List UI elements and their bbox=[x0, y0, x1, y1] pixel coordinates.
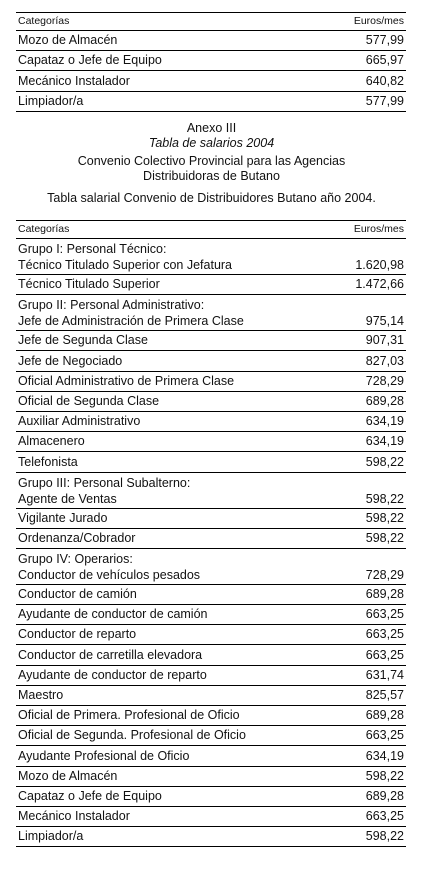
row-amount: 1.472,66 bbox=[355, 277, 404, 292]
group-title: Grupo I: Personal Técnico: bbox=[18, 242, 167, 256]
table-row bbox=[16, 31, 406, 51]
table-row bbox=[16, 452, 406, 472]
row-category: Ayudante de conductor de camión bbox=[18, 607, 208, 622]
header-amount: Euros/mes bbox=[353, 223, 404, 235]
table-row bbox=[16, 412, 406, 432]
header-category: Categorías bbox=[18, 15, 70, 27]
row-category: Mecánico Instalador bbox=[18, 73, 130, 88]
row-category: Mozo de Almacén bbox=[18, 768, 118, 783]
table-row bbox=[16, 331, 406, 351]
row-amount: 663,25 bbox=[365, 627, 404, 642]
row-category: Capataz o Jefe de Equipo bbox=[18, 53, 162, 68]
row-amount: 728,29 bbox=[365, 567, 404, 582]
table-row bbox=[16, 686, 406, 706]
row-category: Oficial de Segunda. Profesional de Oficio bbox=[18, 728, 246, 743]
header-category: Categorías bbox=[18, 223, 70, 235]
row-category: Técnico Titulado Superior bbox=[18, 277, 160, 292]
table-row bbox=[16, 529, 406, 549]
row-amount: 598,22 bbox=[365, 530, 404, 545]
table-header bbox=[16, 220, 406, 239]
row-amount: 1.620,98 bbox=[355, 258, 404, 272]
row-amount: 598,22 bbox=[365, 768, 404, 783]
row-category: Oficial de Segunda Clase bbox=[18, 393, 160, 408]
table-row bbox=[16, 645, 406, 665]
row-category: Oficial de Primera. Profesional de Oficio bbox=[18, 708, 240, 723]
row-amount: 665,97 bbox=[365, 53, 404, 68]
row-amount: 663,25 bbox=[365, 809, 404, 824]
row-amount: 825,57 bbox=[365, 688, 404, 702]
row-amount: 663,25 bbox=[365, 728, 404, 743]
row-amount: 640,82 bbox=[365, 73, 404, 88]
group-first-line bbox=[18, 567, 404, 583]
annex-line-1: Convenio Colectivo Provincial para las Agencias bbox=[77, 154, 346, 168]
table-row bbox=[16, 549, 406, 585]
row-amount: 634,19 bbox=[365, 414, 404, 429]
table-row bbox=[16, 392, 406, 412]
row-amount: 663,25 bbox=[365, 607, 404, 622]
group-title: Grupo II: Personal Administrativo: bbox=[18, 298, 205, 313]
row-category: Técnico Titulado Superior con Jefatura bbox=[18, 258, 233, 272]
row-category: Jefe de Administración de Primera Clase bbox=[18, 314, 244, 329]
row-amount: 577,99 bbox=[365, 33, 404, 48]
row-amount: 689,28 bbox=[365, 708, 404, 723]
table-row bbox=[16, 372, 406, 392]
row-amount: 975,14 bbox=[365, 314, 404, 329]
row-category: Capataz o Jefe de Equipo bbox=[18, 788, 162, 803]
table-row bbox=[16, 92, 406, 112]
table-body bbox=[16, 31, 406, 112]
row-amount: 689,28 bbox=[365, 788, 404, 803]
row-amount: 598,22 bbox=[365, 454, 404, 469]
group-title: Grupo III: Personal Subalterno: bbox=[18, 475, 191, 490]
table-row bbox=[16, 787, 406, 807]
header-amount: Euros/mes bbox=[353, 15, 404, 27]
row-amount: 577,99 bbox=[365, 93, 404, 108]
row-category: Limpiador/a bbox=[18, 93, 84, 108]
group-first-line bbox=[18, 257, 404, 273]
table-row bbox=[16, 432, 406, 452]
salary-table-1 bbox=[16, 12, 406, 112]
table-body bbox=[16, 239, 406, 847]
row-category: Mecánico Instalador bbox=[18, 809, 130, 824]
row-amount: 598,22 bbox=[365, 829, 404, 844]
row-amount: 907,31 bbox=[365, 333, 404, 348]
table-row bbox=[16, 473, 406, 509]
table-header bbox=[16, 12, 406, 31]
table-row bbox=[16, 509, 406, 529]
row-category: Ayudante de conductor de reparto bbox=[18, 667, 207, 682]
group-first-line bbox=[18, 313, 404, 329]
row-category: Limpiador/a bbox=[18, 829, 84, 844]
table-row bbox=[16, 666, 406, 686]
row-amount: 689,28 bbox=[365, 587, 404, 602]
row-amount: 631,74 bbox=[365, 667, 404, 682]
row-category: Ordenanza/Cobrador bbox=[18, 530, 136, 545]
table-row bbox=[16, 71, 406, 91]
table-row bbox=[16, 295, 406, 331]
table-row bbox=[16, 807, 406, 827]
table-row bbox=[16, 51, 406, 71]
annex-heading bbox=[0, 121, 423, 206]
row-category: Agente de Ventas bbox=[18, 491, 117, 506]
annex-subtitle: Tabla de salarios 2004 bbox=[148, 136, 275, 150]
row-category: Conductor de vehículos pesados bbox=[18, 567, 201, 582]
salary-table-2 bbox=[16, 220, 406, 847]
table-row bbox=[16, 239, 406, 275]
row-amount: 728,29 bbox=[365, 373, 404, 388]
table-row bbox=[16, 275, 406, 295]
row-amount: 827,03 bbox=[365, 353, 404, 368]
group-title: Grupo IV: Operarios: bbox=[18, 551, 133, 566]
row-amount: 598,22 bbox=[365, 510, 404, 525]
group-first-line bbox=[18, 491, 404, 507]
row-category: Oficial Administrativo de Primera Clase bbox=[18, 373, 235, 388]
row-category: Jefe de Negociado bbox=[18, 353, 123, 368]
row-category: Conductor de camión bbox=[18, 587, 137, 602]
table-row bbox=[16, 706, 406, 726]
table-row bbox=[16, 605, 406, 625]
row-category: Mozo de Almacén bbox=[18, 33, 118, 48]
table-row bbox=[16, 585, 406, 605]
annex-title: Anexo III bbox=[186, 121, 237, 135]
row-amount: 634,19 bbox=[365, 434, 404, 449]
row-amount: 634,19 bbox=[365, 748, 404, 763]
row-category: Ayudante Profesional de Oficio bbox=[18, 748, 190, 763]
table-row bbox=[16, 351, 406, 371]
annex-caption: Tabla salarial Convenio de Distribuidores Butano año 2004. bbox=[47, 191, 376, 205]
row-category: Jefe de Segunda Clase bbox=[18, 333, 148, 348]
table-row bbox=[16, 625, 406, 645]
annex-line-2: Distribuidoras de Butano bbox=[143, 169, 280, 183]
row-category: Almacenero bbox=[18, 434, 85, 449]
row-amount: 689,28 bbox=[365, 393, 404, 408]
row-category: Conductor de reparto bbox=[18, 627, 137, 642]
table-row bbox=[16, 767, 406, 787]
table-row bbox=[16, 726, 406, 746]
row-category: Vigilante Jurado bbox=[18, 510, 108, 525]
row-amount: 663,25 bbox=[365, 647, 404, 662]
row-category: Conductor de carretilla elevadora bbox=[18, 647, 203, 662]
row-category: Auxiliar Administrativo bbox=[18, 414, 141, 429]
table-row bbox=[16, 746, 406, 766]
table-row bbox=[16, 827, 406, 847]
row-category: Telefonista bbox=[18, 454, 78, 469]
row-category: Maestro bbox=[18, 688, 64, 702]
row-amount: 598,22 bbox=[365, 491, 404, 506]
